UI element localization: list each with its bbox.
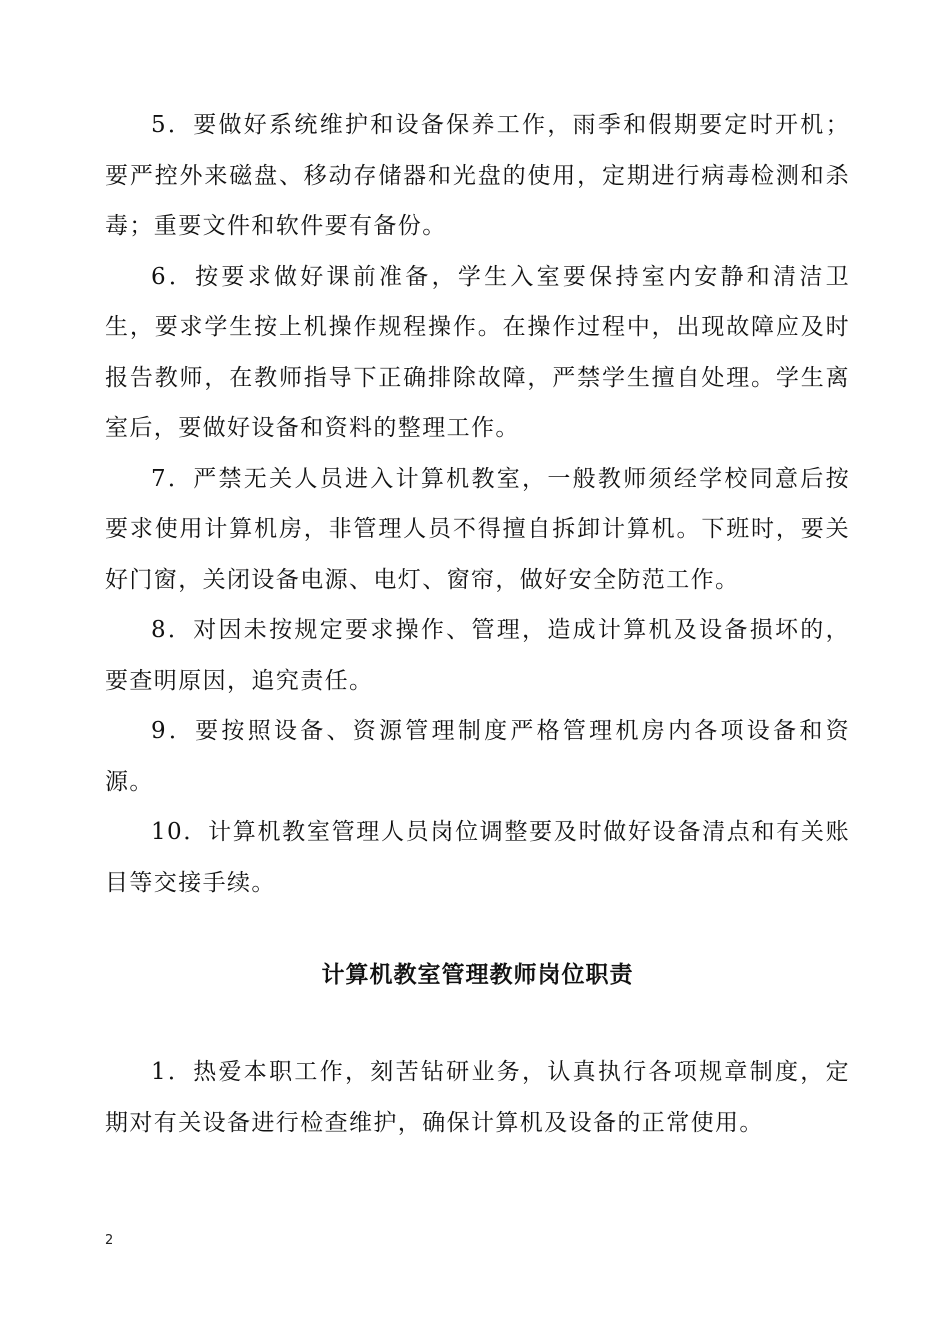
rule-paragraph-6: 6．按要求做好课前准备，学生入室要保持室内安静和清洁卫生，要求学生按上机操作规程操作。在操作过程中，出现故障应及时报告教师，在教师指导下正确排除故障，严禁学生擅自处理。学生离室后，要做好设备和资料的整理工作。 [105,263,850,441]
rule-paragraph-5: 5．要做好系统维护和设备保养工作，雨季和假期要定时开机；要严控外来磁盘、移动存储器和光盘的使用，定期进行病毒检测和杀毒；重要文件和软件要有备份。 [105,112,850,239]
rule-paragraph-7: 7．严禁无关人员进入计算机教室，一般教师须经学校同意后按要求使用计算机房，非管理人员不得擅自拆卸计算机。下班时，要关好门窗，关闭设备电源、电灯、窗帘，做好安全防范工作。 [105,465,850,593]
rule-paragraph-9: 9．要按照设备、资源管理制度严格管理机房内各项设备和资源。 [105,718,850,795]
page-number: 2 [105,1233,114,1248]
rule-paragraph-8: 8．对因未按规定要求操作、管理，造成计算机及设备损坏的，要查明原因，追究责任。 [105,617,850,694]
section-title: 计算机教室管理教师岗位职责 [321,962,634,988]
rules-list [105,100,850,908]
duties-list [105,1047,850,1148]
rule-paragraph-10: 10．计算机教室管理人员岗位调整要及时做好设备清点和有关账目等交接手续。 [105,819,850,896]
duty-paragraph-1: 1．热爱本职工作，刻苦钻研业务，认真执行各项规章制度，定期对有关设备进行检查维护，确保计算机及设备的正常使用。 [105,1059,850,1136]
